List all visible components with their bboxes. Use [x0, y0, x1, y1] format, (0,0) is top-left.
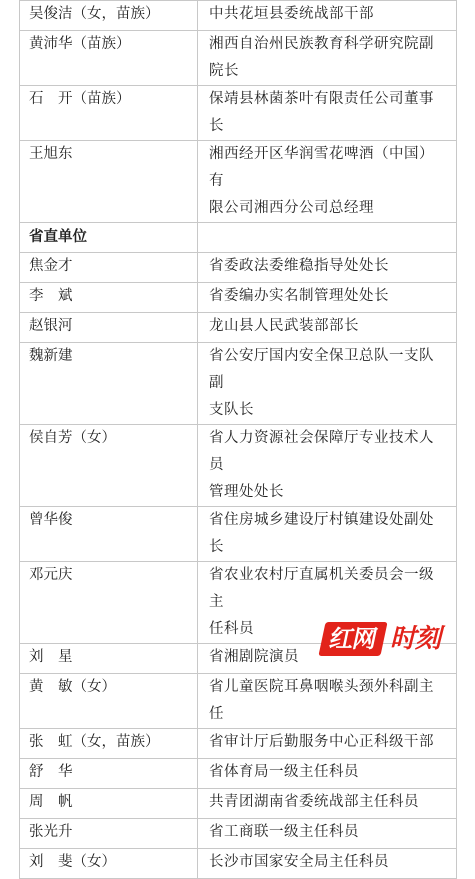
person-name: 舒 华: [20, 759, 198, 789]
person-position: 省湘剧院演员: [198, 644, 457, 674]
table-row: [20, 674, 457, 729]
table-row: [20, 849, 457, 879]
person-position: 省审计厅后勤服务中心正科级干部: [198, 729, 457, 759]
person-position: 保靖县林菌茶叶有限责任公司董事长: [198, 86, 457, 141]
table-row: [20, 313, 457, 343]
position-line: 支队长: [209, 402, 254, 418]
position-line: 任科员: [209, 621, 254, 637]
watermark-box: 红网: [318, 622, 387, 656]
person-name: 魏新建: [20, 343, 198, 425]
person-position: [198, 343, 457, 425]
person-position: 省住房城乡建设厅村镇建设处副处长: [198, 507, 457, 562]
table-row: [20, 789, 457, 819]
position-line: 限公司湘西分公司总经理: [209, 200, 374, 216]
person-name: 焦金才: [20, 253, 198, 283]
person-name: 赵银河: [20, 313, 198, 343]
person-name: 刘 斐（女）: [20, 849, 198, 879]
section-row: [20, 223, 457, 253]
table-row: [20, 253, 457, 283]
table-row: [20, 819, 457, 849]
person-position: 省体育局一级主任科员: [198, 759, 457, 789]
position-line: 湘西经开区华润雪花啤酒（中国）有: [209, 146, 434, 189]
person-position: [198, 141, 457, 223]
roster-document: [19, 0, 457, 879]
position-line: 省农业农村厅直属机关委员会一级主: [209, 567, 434, 610]
position-line: 管理处处长: [209, 484, 284, 500]
position-line: 省公安厅国内安全保卫总队一支队副: [209, 348, 434, 391]
person-position: 省委政法委维稳指导处处长: [198, 253, 457, 283]
table-row: [20, 141, 457, 223]
table-row: [20, 1, 457, 31]
table-row: [20, 729, 457, 759]
person-name: 侯自芳（女）: [20, 425, 198, 507]
table-row: [20, 507, 457, 562]
person-name: 刘 星: [20, 644, 198, 674]
person-name: 曾华俊: [20, 507, 198, 562]
table-row: [20, 562, 457, 644]
person-position: 省委编办实名制管理处处长: [198, 283, 457, 313]
person-position: 龙山县人民武装部部长: [198, 313, 457, 343]
table-row: [20, 86, 457, 141]
person-name: 黄 敏（女）: [20, 674, 198, 729]
table-row: [20, 425, 457, 507]
person-name: 邓元庆: [20, 562, 198, 644]
person-name: 周 帆: [20, 789, 198, 819]
table-row: [20, 644, 457, 674]
person-position: 省工商联一级主任科员: [198, 819, 457, 849]
table-row: [20, 759, 457, 789]
table-row: [20, 283, 457, 313]
person-name: 李 斌: [20, 283, 198, 313]
person-position: 长沙市国家安全局主任科员: [198, 849, 457, 879]
person-name: 石 开（苗族）: [20, 86, 198, 141]
section-empty-cell: [198, 223, 457, 253]
table-row: [20, 31, 457, 86]
person-position: 省儿童医院耳鼻咽喉头颈外科副主任: [198, 674, 457, 729]
table-row: [20, 343, 457, 425]
person-position: 共青团湖南省委统战部主任科员: [198, 789, 457, 819]
person-position: 中共花垣县委统战部干部: [198, 1, 457, 31]
person-name: 张 虹（女，苗族）: [20, 729, 198, 759]
person-position: [198, 562, 457, 644]
section-heading: 省直单位: [20, 223, 198, 253]
person-name: 张光升: [20, 819, 198, 849]
watermark-text: 时刻: [390, 624, 441, 654]
position-line: 省人力资源社会保障厅专业技术人员: [209, 430, 434, 473]
person-position: 湘西自治州民族教育科学研究院副院长: [198, 31, 457, 86]
person-name: 王旭东: [20, 141, 198, 223]
person-position: [198, 425, 457, 507]
person-name: 黄沛华（苗族）: [20, 31, 198, 86]
roster-table: [19, 0, 457, 879]
person-name: 吴俊洁（女，苗族）: [20, 1, 198, 31]
